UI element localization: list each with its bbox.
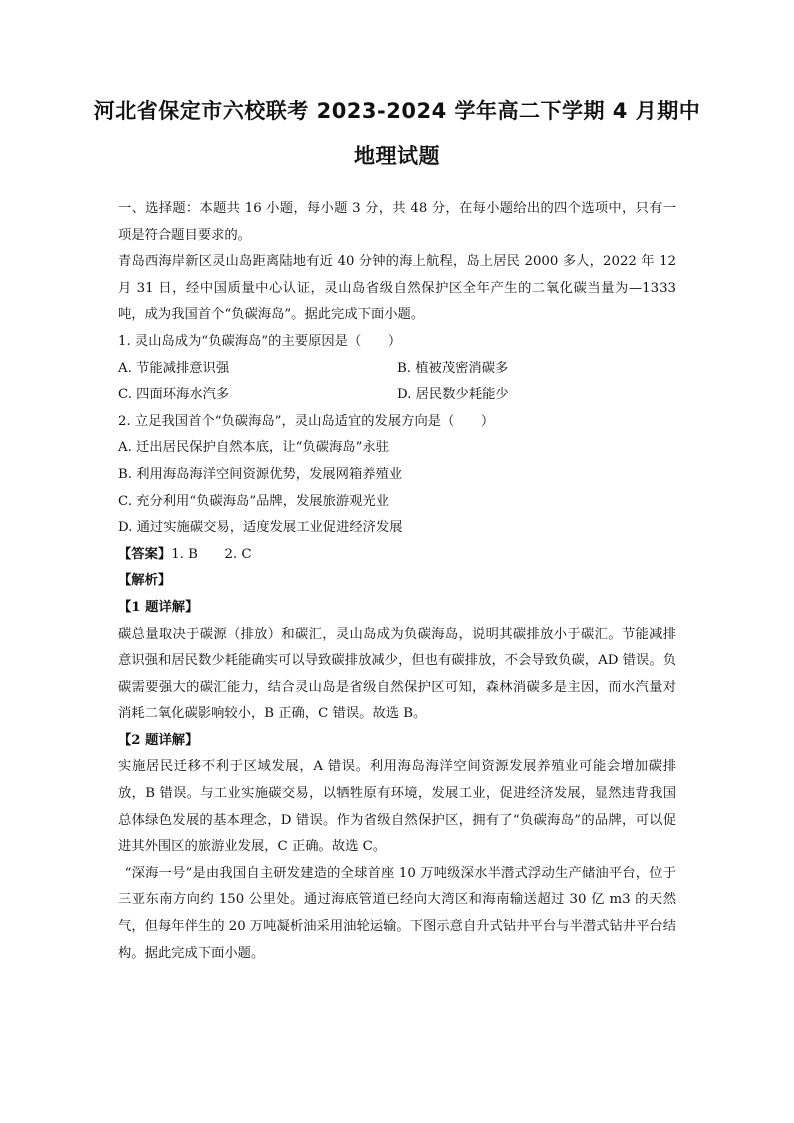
question-1-option-c: C. 四面环海水汽多 (118, 387, 230, 403)
question-1-options-row-1 (118, 356, 676, 383)
question-2-option-a: A. 迁出居民保护自然本底，让“负碳海岛”永驻 (118, 440, 389, 456)
question-2-option-d: D. 通过实施碳交易，适度发展工业促进经济发展 (118, 520, 403, 536)
answer-text: 1. B 2. C (171, 546, 252, 562)
question-1-options-row-2 (118, 382, 676, 409)
passage-2: “深海一号”是由我国自主研发建造的全球首座 10 万吨级深水半潜式浮动生产储油平台，位于三亚东南方向约 150 公里处。通过海底管道已经向大湾区和海南输送超过 30 亿 m3 的天然气，但每年伴生的 20 万吨凝析油采用油轮运输。下图示意自升式钻井平台与半潜式钻井平台结构。据此完成下面小题。 (118, 865, 676, 961)
page-subtitle: 地理试题 (354, 144, 440, 168)
detail-2-text: 实施居民迁移不利于区域发展，A 错误。利用海岛海洋空间资源发展养殖业可能会增加碳排放，B 错误。与工业实施碳交易，以牺牲原有环境，发展工业，促进经济发展，显然违背我国总体绿色发展的基本理念，D 错误。作为省级自然保护区，拥有了“负碳海岛”的品牌，可以促进其外围区的旅游业发展，C 正确。故选 C。 (118, 759, 676, 855)
question-1-option-d: D. 居民数少耗能少 (397, 387, 509, 403)
question-1-option-b: B. 植被茂密消碳多 (397, 360, 509, 376)
question-1-option-a: A. 节能减排意识强 (118, 360, 230, 376)
detail-1-label: 【1 题详解】 (118, 599, 199, 615)
question-1-stem: 1. 灵山岛成为“负碳海岛”的主要原因是（ ） (118, 333, 402, 349)
page-title: 河北省保定市六校联考 2023-2024 学年高二下学期 4 月期中 (93, 99, 701, 123)
analysis-label: 【解析】 (118, 573, 172, 589)
detail-1-text: 碳总量取决于碳源（排放）和碳汇，灵山岛成为负碳海岛，说明其碳排放小于碳汇。节能减排意识强和居民数少耗能确实可以导致碳排放减少，但也有碳排放，不会导致负碳，AD 错误。负碳需要强大的碳汇能力，结合灵山岛是省级自然保护区可知，森林消碳多是主因，而水汽量对消耗二氧化碳影响较小，B 正确，C 错误。故选 B。 (118, 626, 676, 722)
passage-1: 青岛西海岸新区灵山岛距离陆地有近 40 分钟的海上航程，岛上居民 2000 多人，2022 年 12 月 31 日，经中国质量中心认证，灵山岛省级自然保护区全年产生的二氧化碳当量为—1333 吨，成为我国首个“负碳海岛”。据此完成下面小题。 (118, 254, 676, 323)
answer-label: 【答案】 (118, 546, 172, 562)
question-2-option-b: B. 利用海岛海洋空间资源优势，发展网箱养殖业 (118, 466, 403, 482)
question-2-stem: 2. 立足我国首个“负碳海岛”，灵山岛适宜的发展方向是（ ） (118, 413, 495, 429)
answer-line (118, 542, 676, 569)
section-intro: 一、选择题：本题共 16 小题，每小题 3 分，共 48 分，在每小题给出的四个选项中，只有一项是符合题目要求的。 (118, 201, 676, 243)
question-2-option-c: C. 充分利用“负碳海岛”品牌，发展旅游观光业 (118, 493, 390, 509)
detail-2-label: 【2 题详解】 (118, 732, 199, 748)
document-body (118, 196, 676, 967)
